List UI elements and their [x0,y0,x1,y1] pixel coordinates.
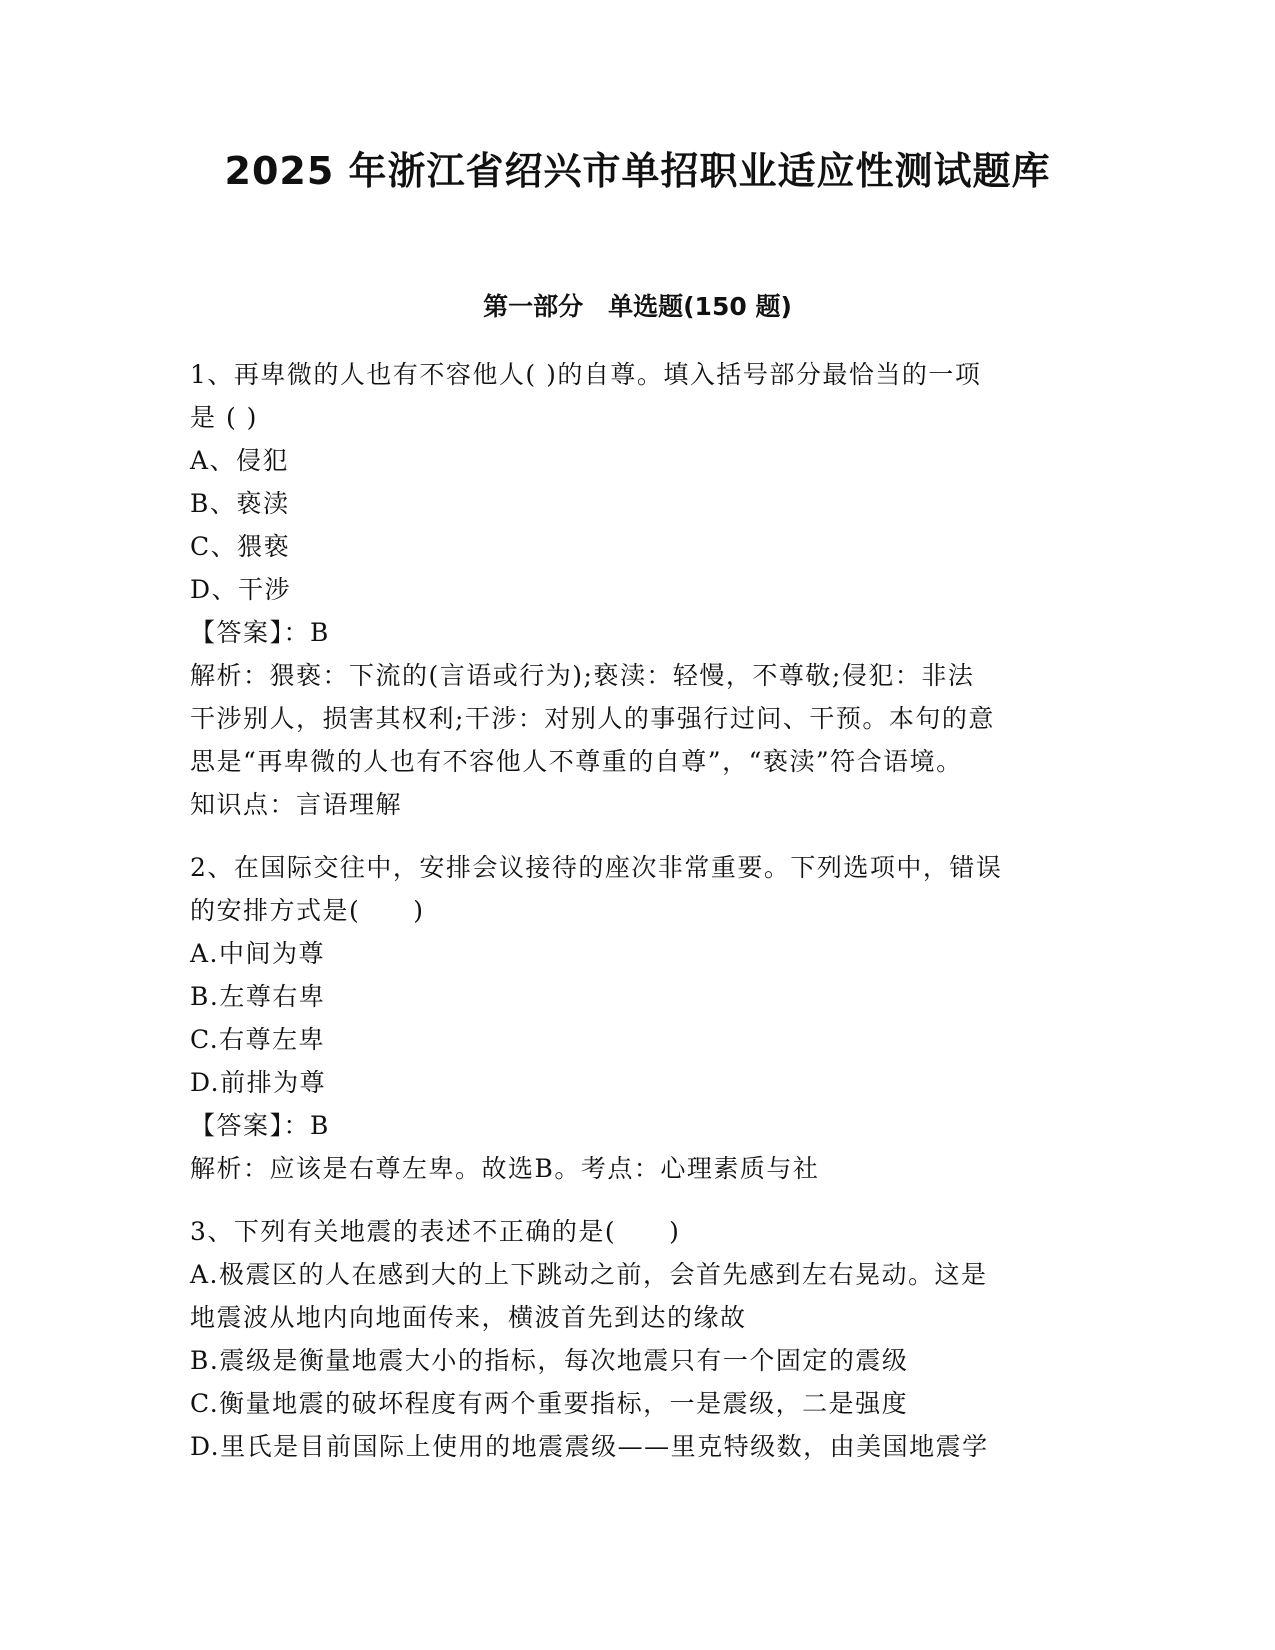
question-2 [190,846,1090,1190]
option-line: B.震级是衡量地震大小的指标，每次地震只有一个固定的震级 [190,1346,909,1375]
option-line: A.极震区的人在感到大的上下跳动之前，会首先感到左右晃动。这是 [190,1260,988,1289]
analysis-line: 知识点：言语理解 [190,790,403,819]
option-d: D.前排为尊 [190,1068,327,1097]
question-1 [190,353,1090,826]
analysis-line: 解析：猥亵：下流的(言语或行为);亵渎：轻慢，不尊敬;侵犯：非法 [190,661,975,690]
option-a: A、侵犯 [190,446,290,475]
answer-label: 【答案】： [190,1111,311,1140]
analysis-line: 思是“再卑微的人也有不容他人不尊重的自尊”，“亵渎”符合语境。 [190,747,963,776]
document-title: 2025 年浙江省绍兴市单招职业适应性测试题库 [224,149,1051,193]
question-3 [190,1210,1090,1468]
option-b: B、亵渎 [190,489,290,518]
question-list [190,353,1090,1468]
answer-value: B [310,1111,330,1140]
section-title: 第一部分 单选题(150 题) [483,292,792,321]
answer-line [190,1104,1090,1147]
answer-label: 【答案】： [190,618,311,647]
question-stem-line: 的安排方式是( ) [190,896,425,925]
analysis-line: 干涉别人，损害其权利;干涉：对别人的事强行过问、干预。本句的意 [190,704,995,733]
analysis-line: 解析：应该是右尊左卑。故选B。考点：心理素质与社 [190,1154,820,1183]
option-d: D、干涉 [190,575,292,604]
option-line: D.里氏是目前国际上使用的地震震级——里克特级数，由美国地震学 [190,1432,989,1461]
option-line: 地震波从地内向地面传来，横波首先到达的缘故 [190,1303,747,1332]
question-stem-line: 3、下列有关地震的表述不正确的是( ) [190,1217,681,1246]
option-a: A.中间为尊 [190,939,326,968]
question-stem-line: 2、在国际交往中，安排会议接待的座次非常重要。下列选项中，错误 [190,853,1003,882]
question-stem-line: 是 ( ) [190,403,258,432]
question-stem-line: 1、再卑微的人也有不容他人( )的自尊。填入括号部分最恰当的一项 [190,360,982,389]
option-b: B.左尊右卑 [190,982,326,1011]
option-c: C.右尊左卑 [190,1025,326,1054]
answer-value: B [310,618,330,647]
answer-line [190,611,1090,654]
option-line: C.衡量地震的破坏程度有两个重要指标，一是震级，二是强度 [190,1389,909,1418]
option-c: C、猥亵 [190,532,291,561]
